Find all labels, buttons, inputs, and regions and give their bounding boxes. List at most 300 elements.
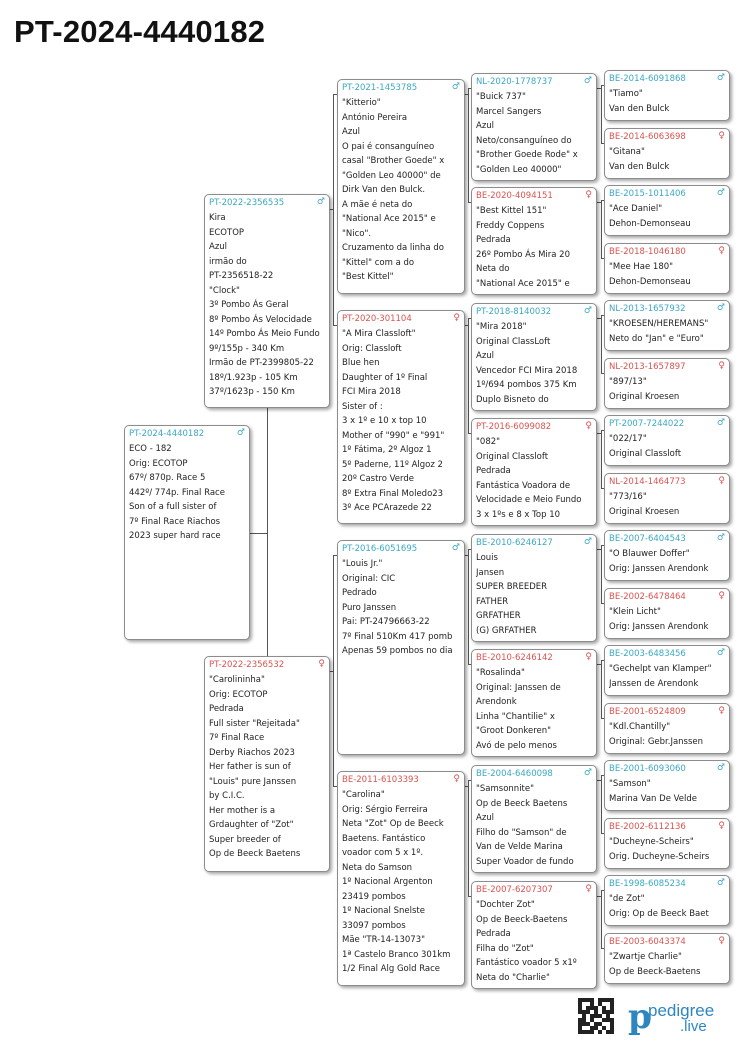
detail-line: "Ducheyne-Scheirs" xyxy=(609,837,694,847)
female-icon: ♀ xyxy=(718,361,725,371)
detail-line: 1º Nacional Argenton xyxy=(342,877,433,887)
detail-line: Pedrada xyxy=(476,929,511,939)
female-icon: ♀ xyxy=(718,476,725,486)
ring-number: BE-2001-6093060 xyxy=(609,764,686,774)
ring-number: BE-2003-6043374 xyxy=(609,937,686,947)
great-great-grandparent-card[interactable] xyxy=(604,473,730,524)
detail-line: Mãe "TR-14-13073" xyxy=(342,935,426,945)
detail-line: Mother of "990" e "991" xyxy=(342,430,445,441)
pigeon-details xyxy=(476,435,593,522)
pigeon-details xyxy=(476,898,593,985)
male-icon: ♂ xyxy=(716,303,725,313)
connector-line xyxy=(330,671,333,672)
detail-line: 3º Pombo Ás Geral xyxy=(209,300,289,310)
detail-line: Pedrado xyxy=(342,588,377,598)
connector-line xyxy=(601,85,602,144)
detail-line: Neta "Zot" Op de Beeck xyxy=(342,819,444,829)
detail-line: Filho do "Samson" de xyxy=(476,827,567,838)
great-great-grandparent-card[interactable] xyxy=(604,530,730,581)
pigeon-details xyxy=(609,432,726,461)
detail-line: Original: Gebr.Janssen xyxy=(609,736,704,747)
connector-line xyxy=(597,433,601,434)
detail-line: "Kdl.Chantilly" xyxy=(609,722,671,732)
pigeon-details xyxy=(342,96,461,285)
male-icon: ♂ xyxy=(451,543,460,553)
detail-line: Sister of : xyxy=(342,401,383,412)
great-great-grandparent-card[interactable] xyxy=(604,243,730,294)
detail-line: Van den Bulck xyxy=(609,161,670,172)
detail-line: "Gitana" xyxy=(609,147,645,157)
detail-line: 3º Ace PCArazede 22 xyxy=(342,503,432,513)
detail-line: 8º Pombo Ás Velocidade xyxy=(209,314,312,325)
pigeon-details xyxy=(342,788,461,977)
detail-line: "Zwartje Charlie" xyxy=(609,952,682,962)
male-icon: ♂ xyxy=(451,82,460,92)
detail-line: "Klein Licht" xyxy=(609,607,661,617)
ring-number: BE-2002-6112136 xyxy=(609,822,686,832)
great-great-grandparent-card[interactable] xyxy=(604,645,730,696)
detail-line: Pedrada xyxy=(209,704,244,714)
detail-line: Her mother is a xyxy=(209,805,276,816)
detail-line: Avó de pelo menos xyxy=(476,740,557,751)
great-grandparent-card[interactable] xyxy=(471,187,597,295)
great-grandparent-card[interactable] xyxy=(471,649,597,757)
pigeon-details xyxy=(342,557,461,659)
ring-number: NL-2014-1464773 xyxy=(609,477,686,487)
great-grandparent-card[interactable] xyxy=(471,73,597,181)
pigeon-details xyxy=(209,673,326,862)
detail-line: "Clock" xyxy=(209,285,240,296)
connector-line xyxy=(597,664,601,665)
female-icon: ♀ xyxy=(318,659,325,669)
grandparent-card[interactable] xyxy=(337,310,465,524)
detail-line: 3 x 1º e 10 x top 10 xyxy=(342,416,427,426)
detail-line: SUPER BREEDER xyxy=(476,582,548,592)
great-grandparent-card[interactable] xyxy=(471,881,597,989)
detail-line: Super Voador de fundo xyxy=(476,856,574,867)
detail-line: Van de Velde Marina xyxy=(476,842,563,852)
pigeon-details xyxy=(609,892,726,921)
detail-line: "773/16" xyxy=(609,492,647,502)
great-great-grandparent-card[interactable] xyxy=(604,703,730,754)
pigeon-details xyxy=(609,950,726,979)
detail-line: Fantástico voador 5 x1º xyxy=(476,958,577,968)
connector-line xyxy=(601,545,602,604)
logo-text-suffix: .live xyxy=(680,1018,707,1035)
sire-card[interactable] xyxy=(204,194,330,408)
male-icon: ♂ xyxy=(716,763,725,773)
detail-line: Fantástica Voadora de xyxy=(476,480,571,491)
detail-line: voador com 5 x 1º. xyxy=(342,848,424,858)
detail-line: Marina Van De Velde xyxy=(609,793,697,804)
great-great-grandparent-card[interactable] xyxy=(604,933,730,984)
pigeon-details xyxy=(609,375,726,404)
ring-number: PT-2016-6051695 xyxy=(342,544,418,554)
detail-line: Filha do "Zot" xyxy=(476,943,534,954)
detail-line: Original: Janssen de xyxy=(476,682,561,693)
connector-line xyxy=(267,408,268,656)
great-great-grandparent-card[interactable] xyxy=(604,300,730,351)
ring-number: PT-2016-6099082 xyxy=(476,422,552,432)
connector-line xyxy=(468,549,469,665)
detail-line: Original Kroesen xyxy=(609,506,680,517)
detail-line: 9º/155p - 340 Km xyxy=(209,343,285,354)
female-icon: ♀ xyxy=(585,190,592,200)
detail-line: "022/17" xyxy=(609,434,647,444)
pigeon-details xyxy=(476,551,593,638)
great-grandparent-card[interactable] xyxy=(471,303,597,411)
male-icon: ♂ xyxy=(716,878,725,888)
male-icon: ♂ xyxy=(583,768,592,778)
connector-line xyxy=(597,780,601,781)
detail-line: Original: CIC xyxy=(342,573,396,584)
detail-line: Super breeder of xyxy=(209,834,281,845)
great-great-grandparent-card[interactable] xyxy=(604,818,730,869)
detail-line: Full sister "Rejeitada" xyxy=(209,718,300,729)
detail-line: 1º Nacional Snelste xyxy=(342,906,425,916)
detail-line: 14º Pombo Ás Meio Fundo xyxy=(209,329,320,339)
detail-line: "082" xyxy=(476,437,501,447)
grandparent-card[interactable] xyxy=(337,540,465,755)
detail-line: Orig: Sérgio Ferreira xyxy=(342,804,428,815)
pigeon-details xyxy=(609,317,726,346)
detail-line: Kira xyxy=(209,213,226,223)
page-title: PT-2024-4440182 xyxy=(14,14,266,49)
detail-line: Pedrada xyxy=(476,466,511,476)
male-icon: ♂ xyxy=(716,418,725,428)
male-icon: ♂ xyxy=(583,537,592,547)
detail-line: Derby Riachos 2023 xyxy=(209,747,295,758)
detail-line: "Mee Hae 180" xyxy=(609,262,674,272)
detail-line: 37º/1623p - 150 Km xyxy=(209,387,295,397)
detail-line: Grdaughter of "Zot" xyxy=(209,820,294,830)
detail-line: irmão do xyxy=(209,256,247,267)
connector-line xyxy=(465,325,468,326)
detail-line: "Rosalinda" xyxy=(476,668,525,678)
detail-line: FATHER xyxy=(476,596,509,607)
great-grandparent-card[interactable] xyxy=(471,534,597,642)
ring-number: PT-2018-8140032 xyxy=(476,307,552,317)
detail-line: Son of a full sister of xyxy=(129,502,217,512)
detail-line: "National Ace 2015" e xyxy=(342,214,436,224)
connector-line xyxy=(333,94,334,326)
detail-line: Puro Janssen xyxy=(342,602,397,613)
male-icon: ♂ xyxy=(716,648,725,658)
pigeon-details xyxy=(609,202,726,231)
connector-line xyxy=(601,430,602,489)
detail-line: Op de Beeck Baetens xyxy=(209,849,301,859)
detail-line: Blue hen xyxy=(342,358,380,368)
detail-line: Orig: Classloft xyxy=(342,343,402,354)
detail-line: PT-2356518-22 xyxy=(209,271,274,281)
detail-line: 2023 super hard race xyxy=(129,531,221,541)
male-icon: ♂ xyxy=(716,533,725,543)
detail-line: "A Mira Classloft" xyxy=(342,329,416,339)
pigeon-details xyxy=(342,327,461,516)
ring-number: BE-2011-6103393 xyxy=(342,775,419,785)
pigeon-details xyxy=(129,442,246,544)
great-great-grandparent-card[interactable] xyxy=(604,415,730,466)
female-icon: ♀ xyxy=(718,936,725,946)
female-icon: ♀ xyxy=(718,706,725,716)
connector-line xyxy=(601,315,602,374)
pigeon-details xyxy=(609,547,726,576)
detail-line: 7º Final Race Riachos xyxy=(129,516,221,527)
pigeon-details xyxy=(609,605,726,634)
ring-number: PT-2007-7244022 xyxy=(609,419,685,429)
connector-line xyxy=(601,775,602,834)
connector-line xyxy=(330,209,333,210)
grandparent-card[interactable] xyxy=(337,79,465,294)
male-icon: ♂ xyxy=(716,73,725,83)
detail-line: Orig: Janssen Arendonk xyxy=(609,621,709,632)
ring-number: BE-2007-6404543 xyxy=(609,534,686,544)
detail-line: Jansen xyxy=(476,567,505,578)
ring-number: BE-2003-6483456 xyxy=(609,649,686,659)
detail-line: 7º Final 510Km 417 pomb xyxy=(342,631,453,642)
pigeon-details xyxy=(476,320,593,407)
detail-line: Irmão de PT-2399805-22 xyxy=(209,358,314,368)
pigeon-details xyxy=(609,777,726,806)
detail-line: FCI Mira 2018 xyxy=(342,387,401,397)
detail-line: Original ClassLoft xyxy=(476,336,551,347)
detail-line: "Samsonnite" xyxy=(476,784,535,794)
detail-line: 442º/ 774p. Final Race xyxy=(129,487,225,498)
detail-line: "Best Kittel" xyxy=(342,272,394,282)
detail-line: Orig. Ducheyne-Scheirs xyxy=(609,851,710,862)
ring-number: BE-2015-1011406 xyxy=(609,189,686,199)
detail-line: Duplo Bisneto do xyxy=(476,394,549,405)
detail-line: "Tiamo" xyxy=(609,89,643,99)
female-icon: ♀ xyxy=(453,313,460,323)
detail-line: "KROESEN/HEREMANS" xyxy=(609,319,709,329)
detail-line: Neta do xyxy=(476,264,510,274)
connector-line xyxy=(597,549,601,550)
ring-number: BE-2018-1046180 xyxy=(609,247,686,257)
ring-number: NL-2013-1657932 xyxy=(609,304,686,314)
detail-line: casal "Brother Goede" x xyxy=(342,156,445,166)
detail-line: ECOTOP xyxy=(209,227,245,238)
ring-number: BE-2010-6246127 xyxy=(476,538,553,548)
great-great-grandparent-card[interactable] xyxy=(604,128,730,179)
great-great-grandparent-card[interactable] xyxy=(604,760,730,811)
ring-number: PT-2024-4440182 xyxy=(129,429,205,439)
detail-line: 8º Extra Final Moledo23 xyxy=(342,488,444,499)
connector-line xyxy=(333,555,334,787)
detail-line: Apenas 59 pombos no dia xyxy=(342,646,453,656)
connector-line xyxy=(601,890,602,949)
logo-p-mark: p xyxy=(628,997,652,1037)
connector-line xyxy=(468,780,469,897)
detail-line: Her father is sun of xyxy=(209,762,291,772)
detail-line: 5º Paderne, 11º Algoz 2 xyxy=(342,459,443,470)
detail-line: "Louis" pure Janssen xyxy=(209,776,297,787)
detail-line: GRFATHER xyxy=(476,611,521,621)
female-icon: ♀ xyxy=(585,421,592,431)
connector-line xyxy=(465,555,468,556)
female-icon: ♀ xyxy=(585,652,592,662)
detail-line: 33097 pombos xyxy=(342,920,406,931)
female-icon: ♀ xyxy=(718,591,725,601)
dam-card[interactable] xyxy=(204,656,330,872)
pigeon-details xyxy=(609,490,726,519)
detail-line: "Kittel" com a do xyxy=(342,257,415,268)
connector-line xyxy=(468,88,469,203)
detail-line: ECO - 182 xyxy=(129,444,172,454)
detail-line: Pai: PT-24796663-22 xyxy=(342,617,430,627)
detail-line: Marcel Sangers xyxy=(476,106,542,117)
qr-code[interactable] xyxy=(578,998,614,1034)
detail-line: A mãe é neta do xyxy=(342,199,413,210)
detail-line: "Groot Donkeren" xyxy=(476,726,552,736)
detail-line: 1/2 Final Alg Gold Race xyxy=(342,964,441,974)
subject-card[interactable] xyxy=(124,425,250,640)
female-icon: ♀ xyxy=(585,884,592,894)
pigeon-details xyxy=(209,211,326,400)
detail-line: Cruzamento da linha do xyxy=(342,243,444,253)
ring-number: BE-2007-6207307 xyxy=(476,885,553,895)
detail-line: António Pereira xyxy=(342,112,408,123)
detail-line: "de Zot" xyxy=(609,894,645,904)
connector-line xyxy=(597,896,601,897)
male-icon: ♂ xyxy=(716,188,725,198)
female-icon: ♀ xyxy=(453,774,460,784)
great-great-grandparent-card[interactable] xyxy=(604,185,730,236)
connector-line xyxy=(597,202,601,203)
detail-line: Orig: ECOTOP xyxy=(129,458,188,469)
detail-line: "Ace Daniel" xyxy=(609,204,663,214)
detail-line: "Best Kittel 151" xyxy=(476,206,547,216)
pigeon-details xyxy=(609,145,726,174)
ring-number: BE-2001-6524809 xyxy=(609,707,686,717)
detail-line: "Brother Goede Rode" x xyxy=(476,150,578,160)
great-great-grandparent-card[interactable] xyxy=(604,70,730,121)
detail-line: 3 x 1ºs e 8 x Top 10 xyxy=(476,509,561,520)
detail-line: O pai é consanguíneo xyxy=(342,141,435,152)
detail-line: Baetens. Fantástico xyxy=(342,833,426,844)
detail-line: Original Classloft xyxy=(476,451,549,462)
detail-line: "Carolininha" xyxy=(209,675,265,685)
ring-number: BE-2004-6460098 xyxy=(476,769,553,779)
detail-line: "Samson" xyxy=(609,779,651,789)
pigeon-details xyxy=(609,260,726,289)
pigeon-details xyxy=(609,87,726,116)
detail-line: 20º Castro Verde xyxy=(342,474,414,484)
ring-number: NL-2020-1778737 xyxy=(476,77,553,87)
detail-line: Dehon-Demonseau xyxy=(609,276,691,287)
detail-line: "Dochter Zot" xyxy=(476,900,535,910)
male-icon: ♂ xyxy=(236,428,245,438)
female-icon: ♀ xyxy=(718,246,725,256)
detail-line: Orig: Janssen Arendonk xyxy=(609,563,709,574)
connector-line xyxy=(601,200,602,259)
detail-line: "Mira 2018" xyxy=(476,322,527,332)
detail-line: "897/13" xyxy=(609,377,647,387)
connector-line xyxy=(468,318,469,434)
detail-line: Op de Beeck-Baetens xyxy=(609,966,701,977)
detail-line: "Buick 737" xyxy=(476,92,526,102)
ring-number: PT-2022-2356535 xyxy=(209,198,285,208)
detail-line: Neta do "Charlie" xyxy=(476,972,550,983)
ring-number: BE-2010-6246142 xyxy=(476,653,553,663)
detail-line: 1º Fátima, 2º Algoz 1 xyxy=(342,445,432,455)
detail-line: Pedrada xyxy=(476,235,511,245)
detail-line: Vencedor FCI Mira 2018 xyxy=(476,365,578,376)
detail-line: 1º/694 pombos 375 Km xyxy=(476,380,577,390)
great-great-grandparent-card[interactable] xyxy=(604,875,730,926)
detail-line: "Kitterio" xyxy=(342,98,381,108)
detail-line: Neto do "Jan" e "Euro" xyxy=(609,333,704,344)
great-grandparent-card[interactable] xyxy=(471,418,597,526)
detail-line: 67º/ 870p. Race 5 xyxy=(129,473,206,483)
ring-number: PT-2020-301104 xyxy=(342,314,412,324)
detail-line: Orig: ECOTOP xyxy=(209,689,268,700)
ring-number: BE-2020-4094151 xyxy=(476,191,553,201)
detail-line: 23419 pombos xyxy=(342,891,406,902)
pigeon-details xyxy=(609,662,726,691)
detail-line: Azul xyxy=(476,121,495,131)
detail-line: 7º Final Race xyxy=(209,733,265,743)
ring-number: BE-2014-6091868 xyxy=(609,74,686,84)
pigeon-details xyxy=(476,204,593,291)
detail-line: Neta do Samson xyxy=(342,862,413,873)
detail-line: Freddy Coppens xyxy=(476,220,545,231)
detail-line: Janssen de Arendonk xyxy=(609,678,699,689)
detail-line: Dirk Van den Bulck. xyxy=(342,185,426,195)
detail-line: Louis xyxy=(476,553,498,563)
detail-line: "O Blauwer Doffer" xyxy=(609,549,690,559)
detail-line: "National Ace 2015" e xyxy=(476,278,570,289)
pigeon-details xyxy=(609,835,726,864)
detail-line: Neto/consanguíneo do xyxy=(476,135,572,146)
detail-line: "Louis Jr." xyxy=(342,559,383,569)
great-great-grandparent-card[interactable] xyxy=(604,588,730,639)
male-icon: ♂ xyxy=(316,197,325,207)
ring-number: NL-2013-1657897 xyxy=(609,362,686,372)
great-grandparent-card[interactable] xyxy=(471,765,597,873)
detail-line: Op de Beeck Baetens xyxy=(476,798,568,809)
great-great-grandparent-card[interactable] xyxy=(604,358,730,409)
connector-line xyxy=(597,88,601,89)
detail-line: "Nico". xyxy=(342,228,372,239)
pigeon-details xyxy=(476,782,593,869)
detail-line: Daughter of 1º Final xyxy=(342,372,428,383)
pedigree-live-logo[interactable] xyxy=(628,998,738,1038)
detail-line: Dehon-Demonseau xyxy=(609,218,691,229)
detail-line: "Carolina" xyxy=(342,790,385,800)
detail-line: Azul xyxy=(476,813,495,823)
female-icon: ♀ xyxy=(718,821,725,831)
detail-line: 18º/1.923p - 105 Km xyxy=(209,372,298,383)
detail-line: by C.I.C. xyxy=(209,791,245,801)
detail-line: "Golden Leo 40000" de xyxy=(342,170,441,181)
pigeon-details xyxy=(476,666,593,753)
detail-line: 26º Pombo Ás Mira 20 xyxy=(476,249,570,260)
logo-text: pedigree xyxy=(648,1001,715,1020)
pigeon-details xyxy=(609,720,726,749)
grandparent-card[interactable] xyxy=(337,771,465,986)
detail-line: Azul xyxy=(342,127,361,137)
detail-line: 1ª Castelo Branco 301km xyxy=(342,949,451,960)
ring-number: BE-2002-6478464 xyxy=(609,592,686,602)
male-icon: ♂ xyxy=(583,306,592,316)
detail-line: "Gechelpt van Klamper" xyxy=(609,664,712,674)
detail-line: Original Kroesen xyxy=(609,391,680,402)
detail-line: Van den Bulck xyxy=(609,103,670,114)
detail-line: Original Classloft xyxy=(609,448,682,459)
ring-number: BE-1998-6085234 xyxy=(609,879,686,889)
detail-line: (G) GRFATHER xyxy=(476,625,537,636)
